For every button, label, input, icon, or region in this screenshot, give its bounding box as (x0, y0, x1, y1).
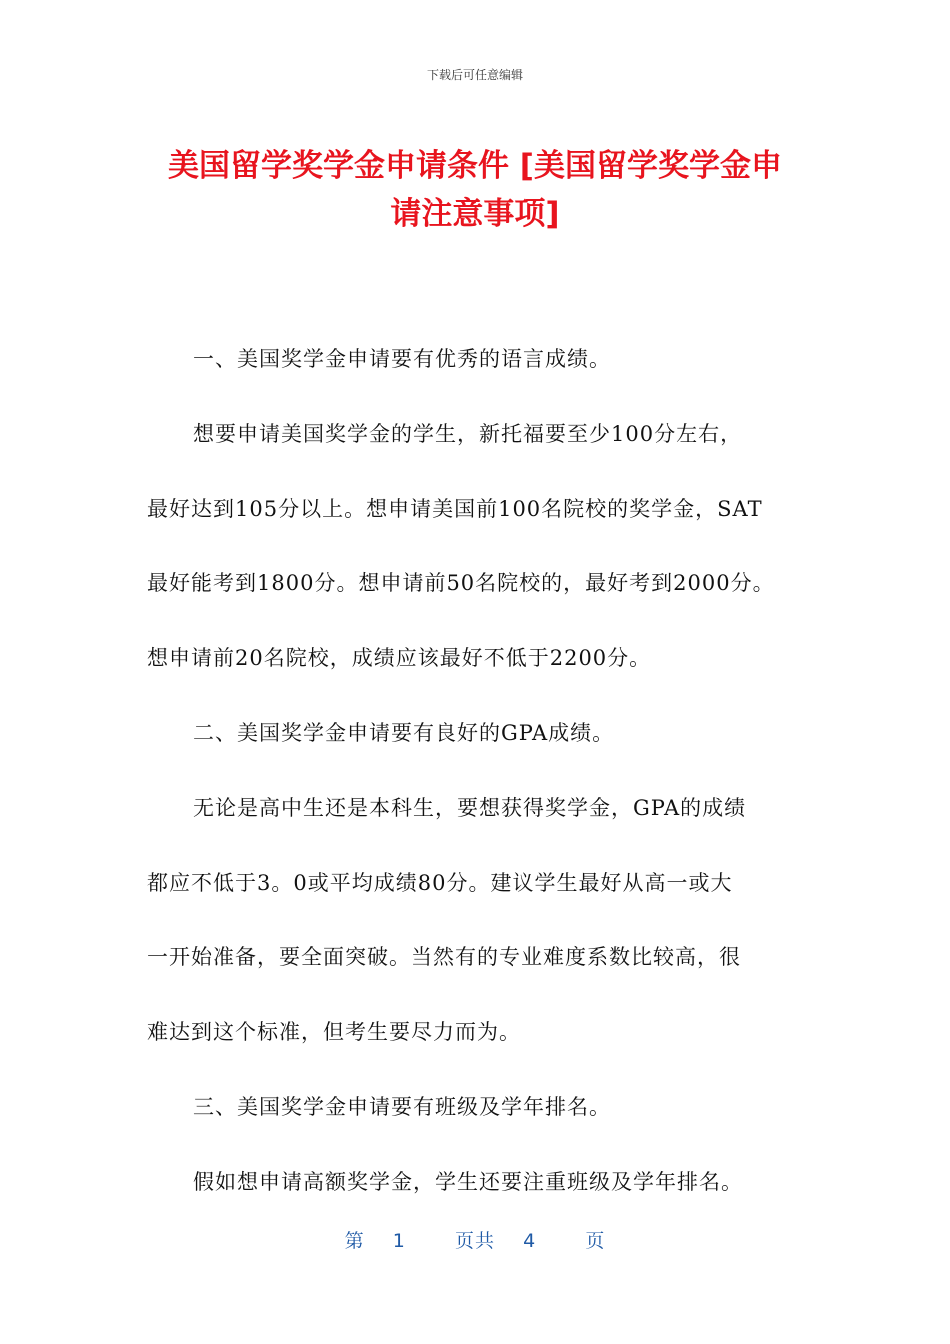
section-heading-3: 三、美国奖学金申请要有班级及学年排名。 (193, 1094, 611, 1119)
footer-prefix: 第 (344, 1230, 365, 1252)
total-pages-number: 4 (523, 1230, 537, 1252)
paragraph-line: 想申请前20名院校，成绩应该最好不低于2200分。 (147, 646, 652, 671)
current-page-number: 1 (392, 1230, 406, 1252)
page-footer (0, 1226, 950, 1253)
document-title (105, 142, 845, 238)
title-line-1: 美国留学奖学金申请条件 [美国留学奖学金申 (168, 148, 782, 184)
section-heading-2: 二、美国奖学金申请要有良好的GPA成绩。 (193, 720, 615, 745)
paragraph-line: 无论是高中生还是本科生，要想获得奖学金，GPA的成绩 (193, 795, 747, 820)
document-body (147, 322, 807, 1220)
header-note: 下载后可任意编辑 (426, 68, 523, 82)
paragraph-line: 一开始准备，要全面突破。当然有的专业难度系数比较高，很 (147, 945, 741, 970)
footer-suffix: 页 (585, 1230, 606, 1252)
paragraph-line: 难达到这个标准，但考生要尽力而为。 (147, 1020, 521, 1045)
paragraph-line: 都应不低于3。0或平均成绩80分。建议学生最好从高一或大 (147, 870, 733, 895)
paragraph-line: 假如想申请高额奖学金，学生还要注重班级及学年排名。 (193, 1169, 743, 1194)
section-heading-1: 一、美国奖学金申请要有优秀的语言成绩。 (193, 347, 611, 371)
paragraph-line: 最好能考到1800分。想申请前50名院校的，最好考到2000分。 (147, 571, 775, 596)
footer-middle: 页共 (454, 1230, 495, 1252)
paragraph-line: 最好达到105分以上。想申请美国前100名院校的奖学金，SAT (147, 496, 763, 521)
title-line-2: 请注意事项] (390, 196, 560, 232)
paragraph-line: 想要申请美国奖学金的学生，新托福要至少100分左右， (193, 421, 743, 446)
